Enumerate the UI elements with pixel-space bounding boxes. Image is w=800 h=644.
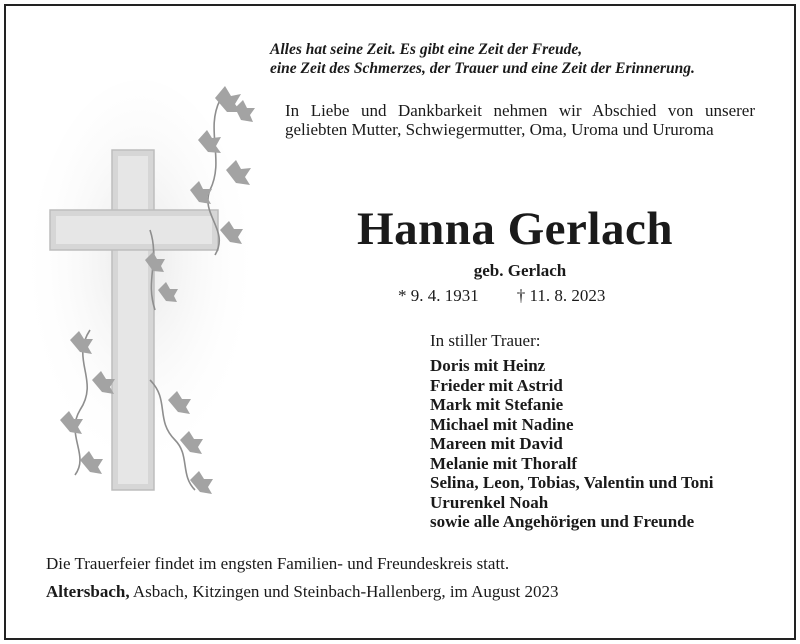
intro-text: In Liebe und Dankbarkeit nehmen wir Abschied von unserer geliebten Mutter, Schwiegermutter, Oma, Uroma und Ururoma bbox=[285, 101, 755, 139]
life-dates bbox=[398, 286, 605, 306]
cross-with-ivy-image bbox=[30, 80, 260, 510]
mourner-entry: Frieder mit Astrid bbox=[430, 375, 563, 395]
mourner-entry: Mareen mit David bbox=[430, 434, 563, 453]
funeral-note: Die Trauerfeier findet im engsten Familien- und Freundeskreis statt. bbox=[46, 554, 510, 573]
motto-quote bbox=[270, 40, 760, 78]
deceased-name: Hanna Gerlach bbox=[357, 203, 673, 255]
place-rest: Asbach, Kitzingen und Steinbach-Hallenberg, im August 2023 bbox=[129, 582, 559, 601]
mourning-label: In stiller Trauer: bbox=[430, 331, 541, 350]
birth-date: * 9. 4. 1931 bbox=[398, 286, 479, 305]
mourners-list bbox=[430, 356, 714, 532]
mourner-entry: Michael mit Nadine bbox=[430, 414, 574, 434]
place-town: Altersbach, bbox=[46, 582, 130, 601]
maiden-name: geb. Gerlach bbox=[473, 261, 567, 280]
mourner-entry: Doris mit Heinz bbox=[430, 356, 546, 375]
death-date: † 11. 8. 2023 bbox=[516, 286, 606, 305]
motto-line-1: Alles hat seine Zeit. Es gibt eine Zeit der Freude, bbox=[270, 41, 583, 58]
mourner-entry: Melanie mit Thoralf bbox=[430, 453, 577, 473]
mourner-entry: sowie alle Angehörigen und Freunde bbox=[430, 512, 695, 531]
motto-line-2: eine Zeit des Schmerzes, der Trauer und eine Zeit der Erinnerung. bbox=[270, 60, 695, 77]
place-date-line bbox=[46, 582, 558, 602]
mourner-entry: Selina, Leon, Tobias, Valentin und Toni bbox=[430, 473, 714, 492]
mourner-entry: Ururenkel Noah bbox=[430, 492, 549, 512]
mourner-entry: Mark mit Stefanie bbox=[430, 395, 564, 414]
